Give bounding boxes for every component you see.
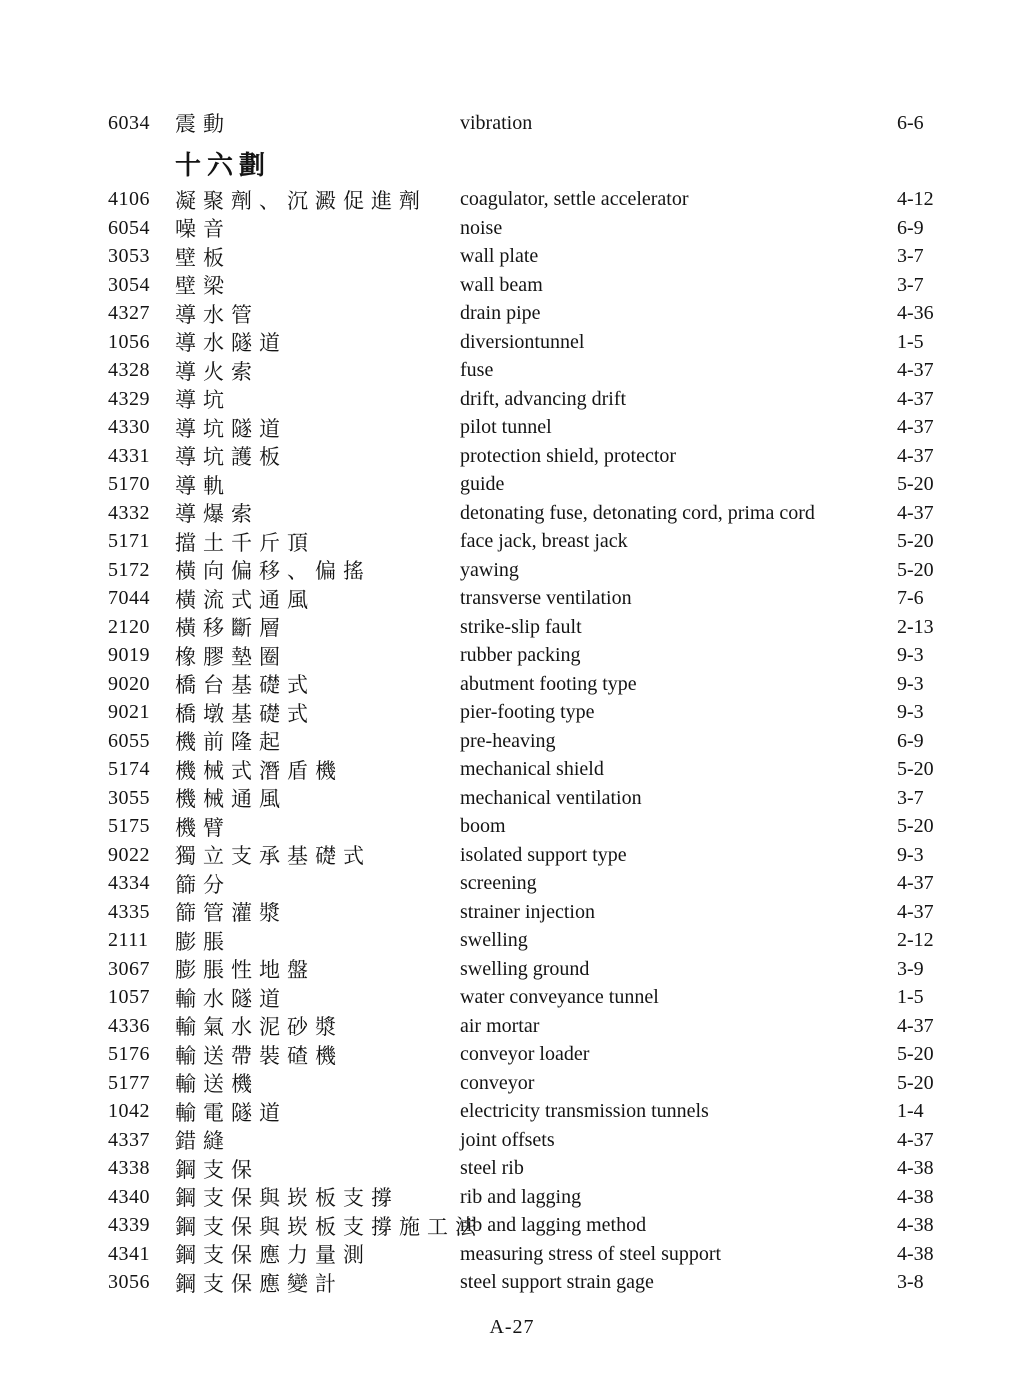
term-page-ref: 4-37 xyxy=(897,359,934,381)
term-chinese: 鋼支保與崁板支撐 xyxy=(175,1186,399,1210)
glossary-row xyxy=(108,1182,1024,1211)
term-code: 1057 xyxy=(108,986,150,1008)
term-code: 6054 xyxy=(108,216,150,239)
term-page-ref: 4-37 xyxy=(897,900,934,923)
term-page-ref: 4-37 xyxy=(897,872,934,894)
term-code: 3054 xyxy=(108,273,150,296)
term-page-ref: 5-20 xyxy=(897,758,934,780)
term-chinese: 輸電隧道 xyxy=(175,1100,287,1125)
glossary-row xyxy=(108,555,1024,584)
term-english: diversiontunnel xyxy=(460,330,585,353)
term-code: 3067 xyxy=(108,957,150,980)
glossary-row xyxy=(108,1239,1024,1268)
glossary-row xyxy=(108,641,1024,670)
term-english: air mortar xyxy=(460,1014,540,1037)
term-english: guide xyxy=(460,473,505,495)
term-page-ref: 1-5 xyxy=(897,986,924,1008)
term-english: drain pipe xyxy=(460,302,541,324)
term-page-ref: 5-20 xyxy=(897,558,934,581)
term-code: 9020 xyxy=(108,672,150,695)
term-page-ref: 6-9 xyxy=(897,729,924,752)
glossary-row xyxy=(108,108,1024,137)
term-code: 4106 xyxy=(108,188,150,210)
term-code: 9021 xyxy=(108,701,150,723)
term-english: screening xyxy=(460,872,537,894)
term-english: swelling ground xyxy=(460,957,590,980)
term-page-ref: 5-20 xyxy=(897,1071,934,1094)
term-english: coagulator, settle accelerator xyxy=(460,188,689,210)
term-chinese: 凝聚劑、沉澱促進劑 xyxy=(175,188,427,213)
glossary-row xyxy=(108,1268,1024,1297)
term-code: 4339 xyxy=(108,1214,150,1236)
term-chinese: 機械式潛盾機 xyxy=(175,758,343,783)
term-chinese: 獨立支承基礎式 xyxy=(175,844,371,868)
term-code: 4329 xyxy=(108,387,150,410)
term-code: 4330 xyxy=(108,416,150,438)
glossary-row xyxy=(108,470,1024,499)
term-chinese: 導軌 xyxy=(175,473,231,498)
glossary-row xyxy=(108,1040,1024,1069)
term-page-ref: 4-38 xyxy=(897,1157,934,1179)
glossary-row xyxy=(108,185,1024,214)
glossary-list xyxy=(108,108,1024,1296)
term-code: 4341 xyxy=(108,1242,150,1265)
term-chinese: 輸水隧道 xyxy=(175,986,287,1011)
page-footer xyxy=(0,1316,1024,1339)
term-english: strainer injection xyxy=(460,900,595,923)
page-number: A-27 xyxy=(489,1316,535,1338)
term-english: noise xyxy=(460,216,503,239)
term-page-ref: 5-20 xyxy=(897,1043,934,1065)
glossary-row xyxy=(108,954,1024,983)
term-code: 5170 xyxy=(108,473,150,495)
term-code: 3055 xyxy=(108,786,150,809)
term-english: mechanical ventilation xyxy=(460,786,642,809)
term-page-ref: 6-9 xyxy=(897,216,924,239)
term-chinese: 導爆索 xyxy=(175,502,259,526)
term-code: 4334 xyxy=(108,872,150,894)
term-code: 4328 xyxy=(108,359,150,381)
term-page-ref: 6-6 xyxy=(897,111,924,134)
term-chinese: 膨脹性地盤 xyxy=(175,958,315,982)
glossary-row xyxy=(108,527,1024,556)
term-page-ref: 9-3 xyxy=(897,843,924,866)
glossary-row xyxy=(108,869,1024,898)
term-english: measuring stress of steel support xyxy=(460,1242,722,1265)
term-english: rubber packing xyxy=(460,644,581,666)
glossary-row xyxy=(108,783,1024,812)
term-chinese: 導水管 xyxy=(175,302,259,327)
term-english: drift, advancing drift xyxy=(460,387,627,410)
term-code: 2120 xyxy=(108,615,150,638)
glossary-row xyxy=(108,384,1024,413)
term-code: 4327 xyxy=(108,302,150,324)
term-chinese: 壁板 xyxy=(175,245,231,270)
term-english: vibration xyxy=(460,111,533,134)
section-header: 十六劃 xyxy=(175,150,272,180)
glossary-row xyxy=(108,812,1024,841)
term-code: 1056 xyxy=(108,330,150,353)
term-page-ref: 4-38 xyxy=(897,1242,934,1265)
term-chinese: 橡膠墊圈 xyxy=(175,644,287,669)
term-chinese: 篩分 xyxy=(175,872,231,897)
term-english: rib and lagging method xyxy=(460,1214,647,1236)
term-english: mechanical shield xyxy=(460,758,604,780)
term-code: 5171 xyxy=(108,530,150,552)
term-english: fuse xyxy=(460,359,494,381)
term-english: yawing xyxy=(460,558,519,581)
term-page-ref: 1-4 xyxy=(897,1100,924,1122)
term-english: pre-heaving xyxy=(460,729,556,752)
glossary-row xyxy=(108,327,1024,356)
term-code: 6034 xyxy=(108,111,150,134)
term-page-ref: 4-38 xyxy=(897,1214,934,1236)
term-code: 7044 xyxy=(108,587,150,609)
term-page-ref: 9-3 xyxy=(897,644,924,666)
term-code: 9019 xyxy=(108,644,150,666)
term-chinese: 噪音 xyxy=(175,217,231,241)
term-english: wall plate xyxy=(460,245,539,267)
term-page-ref: 4-37 xyxy=(897,416,934,438)
glossary-row xyxy=(108,726,1024,755)
glossary-row xyxy=(108,897,1024,926)
term-page-ref: 4-37 xyxy=(897,501,934,524)
term-code: 5174 xyxy=(108,758,150,780)
term-chinese: 橋墩基礎式 xyxy=(175,701,315,726)
glossary-row xyxy=(108,755,1024,784)
term-code: 4336 xyxy=(108,1014,150,1037)
term-chinese: 輸氣水泥砂漿 xyxy=(175,1015,343,1039)
term-chinese: 導坑隧道 xyxy=(175,416,287,441)
glossary-row xyxy=(108,1068,1024,1097)
glossary-row xyxy=(108,1154,1024,1183)
glossary-row xyxy=(108,413,1024,442)
term-chinese: 導坑 xyxy=(175,388,231,412)
term-page-ref: 5-20 xyxy=(897,530,934,552)
term-code: 4331 xyxy=(108,444,150,467)
term-code: 1042 xyxy=(108,1100,150,1122)
term-page-ref: 4-36 xyxy=(897,302,934,324)
glossary-row xyxy=(108,612,1024,641)
term-chinese: 橫流式通風 xyxy=(175,587,315,612)
term-page-ref: 5-20 xyxy=(897,815,934,837)
term-page-ref: 4-37 xyxy=(897,1128,934,1151)
glossary-row xyxy=(108,1125,1024,1154)
term-code: 6055 xyxy=(108,729,150,752)
term-page-ref: 4-37 xyxy=(897,444,934,467)
glossary-row xyxy=(108,669,1024,698)
term-page-ref: 2-12 xyxy=(897,929,934,951)
term-english: strike-slip fault xyxy=(460,615,582,638)
term-code: 5172 xyxy=(108,558,150,581)
term-code: 2111 xyxy=(108,929,149,951)
term-chinese: 鋼支保 xyxy=(175,1157,259,1182)
term-code: 5176 xyxy=(108,1043,150,1065)
term-english: steel rib xyxy=(460,1157,524,1179)
term-code: 4340 xyxy=(108,1185,150,1208)
term-page-ref: 4-12 xyxy=(897,188,934,210)
term-english: boom xyxy=(460,815,506,837)
term-chinese: 鋼支保應變計 xyxy=(175,1271,343,1296)
term-chinese: 錯縫 xyxy=(175,1129,231,1153)
glossary-row xyxy=(108,441,1024,470)
glossary-row xyxy=(108,356,1024,385)
term-code: 4337 xyxy=(108,1128,150,1151)
term-page-ref: 3-8 xyxy=(897,1271,924,1293)
glossary-row xyxy=(108,983,1024,1012)
glossary-row xyxy=(108,242,1024,271)
term-english: protection shield, protector xyxy=(460,444,677,467)
term-chinese: 輸送帶裝碴機 xyxy=(175,1043,343,1068)
glossary-row xyxy=(108,1011,1024,1040)
term-english: conveyor loader xyxy=(460,1043,590,1065)
term-chinese: 震動 xyxy=(175,112,231,136)
term-chinese: 擋土千斤頂 xyxy=(175,530,315,555)
term-english: conveyor xyxy=(460,1071,535,1094)
term-page-ref: 4-37 xyxy=(897,387,934,410)
term-english: steel support strain gage xyxy=(460,1271,654,1293)
glossary-row xyxy=(108,213,1024,242)
term-page-ref: 3-7 xyxy=(897,273,924,296)
term-english: pier-footing type xyxy=(460,701,595,723)
term-chinese: 導坑護板 xyxy=(175,445,287,469)
term-chinese: 機臂 xyxy=(175,815,231,840)
term-code: 4332 xyxy=(108,501,150,524)
term-page-ref: 3-7 xyxy=(897,786,924,809)
term-chinese: 導火索 xyxy=(175,359,259,384)
term-chinese: 篩管灌漿 xyxy=(175,901,287,925)
term-chinese: 鋼支保與崁板支撐施工法 xyxy=(175,1214,483,1239)
term-chinese: 導水隧道 xyxy=(175,331,287,355)
term-chinese: 橋台基礎式 xyxy=(175,673,315,697)
glossary-row xyxy=(108,270,1024,299)
term-english: rib and lagging xyxy=(460,1185,582,1208)
term-page-ref: 4-38 xyxy=(897,1185,934,1208)
term-page-ref: 2-13 xyxy=(897,615,934,638)
term-chinese: 膨脹 xyxy=(175,929,231,954)
term-code: 5177 xyxy=(108,1071,150,1094)
glossary-row xyxy=(108,584,1024,613)
term-english: pilot tunnel xyxy=(460,416,552,438)
term-chinese: 輸送機 xyxy=(175,1072,259,1096)
term-english: water conveyance tunnel xyxy=(460,986,659,1008)
term-chinese: 機前隆起 xyxy=(175,730,287,754)
term-english: swelling xyxy=(460,929,528,951)
term-code: 5175 xyxy=(108,815,150,837)
term-english: abutment footing type xyxy=(460,672,637,695)
glossary-row xyxy=(108,698,1024,727)
term-english: transverse ventilation xyxy=(460,587,632,609)
term-english: detonating fuse, detonating cord, prima cord xyxy=(460,501,815,524)
term-code: 9022 xyxy=(108,843,150,866)
term-page-ref: 9-3 xyxy=(897,672,924,695)
glossary-row xyxy=(108,1097,1024,1126)
glossary-row xyxy=(108,840,1024,869)
term-chinese: 橫向偏移、偏搖 xyxy=(175,559,371,583)
term-code: 4338 xyxy=(108,1157,150,1179)
term-page-ref: 3-9 xyxy=(897,957,924,980)
glossary-row xyxy=(108,1211,1024,1240)
term-english: face jack, breast jack xyxy=(460,530,628,552)
glossary-row xyxy=(108,926,1024,955)
term-page-ref: 5-20 xyxy=(897,473,934,495)
term-page-ref: 1-5 xyxy=(897,330,924,353)
term-code: 3053 xyxy=(108,245,150,267)
term-chinese: 機械通風 xyxy=(175,787,287,811)
term-chinese: 壁梁 xyxy=(175,274,231,298)
term-page-ref: 7-6 xyxy=(897,587,924,609)
term-chinese: 橫移斷層 xyxy=(175,616,287,640)
glossary-row xyxy=(108,498,1024,527)
glossary-row xyxy=(108,299,1024,328)
term-english: wall beam xyxy=(460,273,543,296)
term-english: joint offsets xyxy=(460,1128,555,1151)
term-chinese: 鋼支保應力量測 xyxy=(175,1243,371,1267)
term-code: 3056 xyxy=(108,1271,150,1293)
term-english: isolated support type xyxy=(460,843,627,866)
term-page-ref: 4-37 xyxy=(897,1014,934,1037)
term-code: 4335 xyxy=(108,900,150,923)
term-english: electricity transmission tunnels xyxy=(460,1100,709,1122)
term-page-ref: 9-3 xyxy=(897,701,924,723)
term-page-ref: 3-7 xyxy=(897,245,924,267)
